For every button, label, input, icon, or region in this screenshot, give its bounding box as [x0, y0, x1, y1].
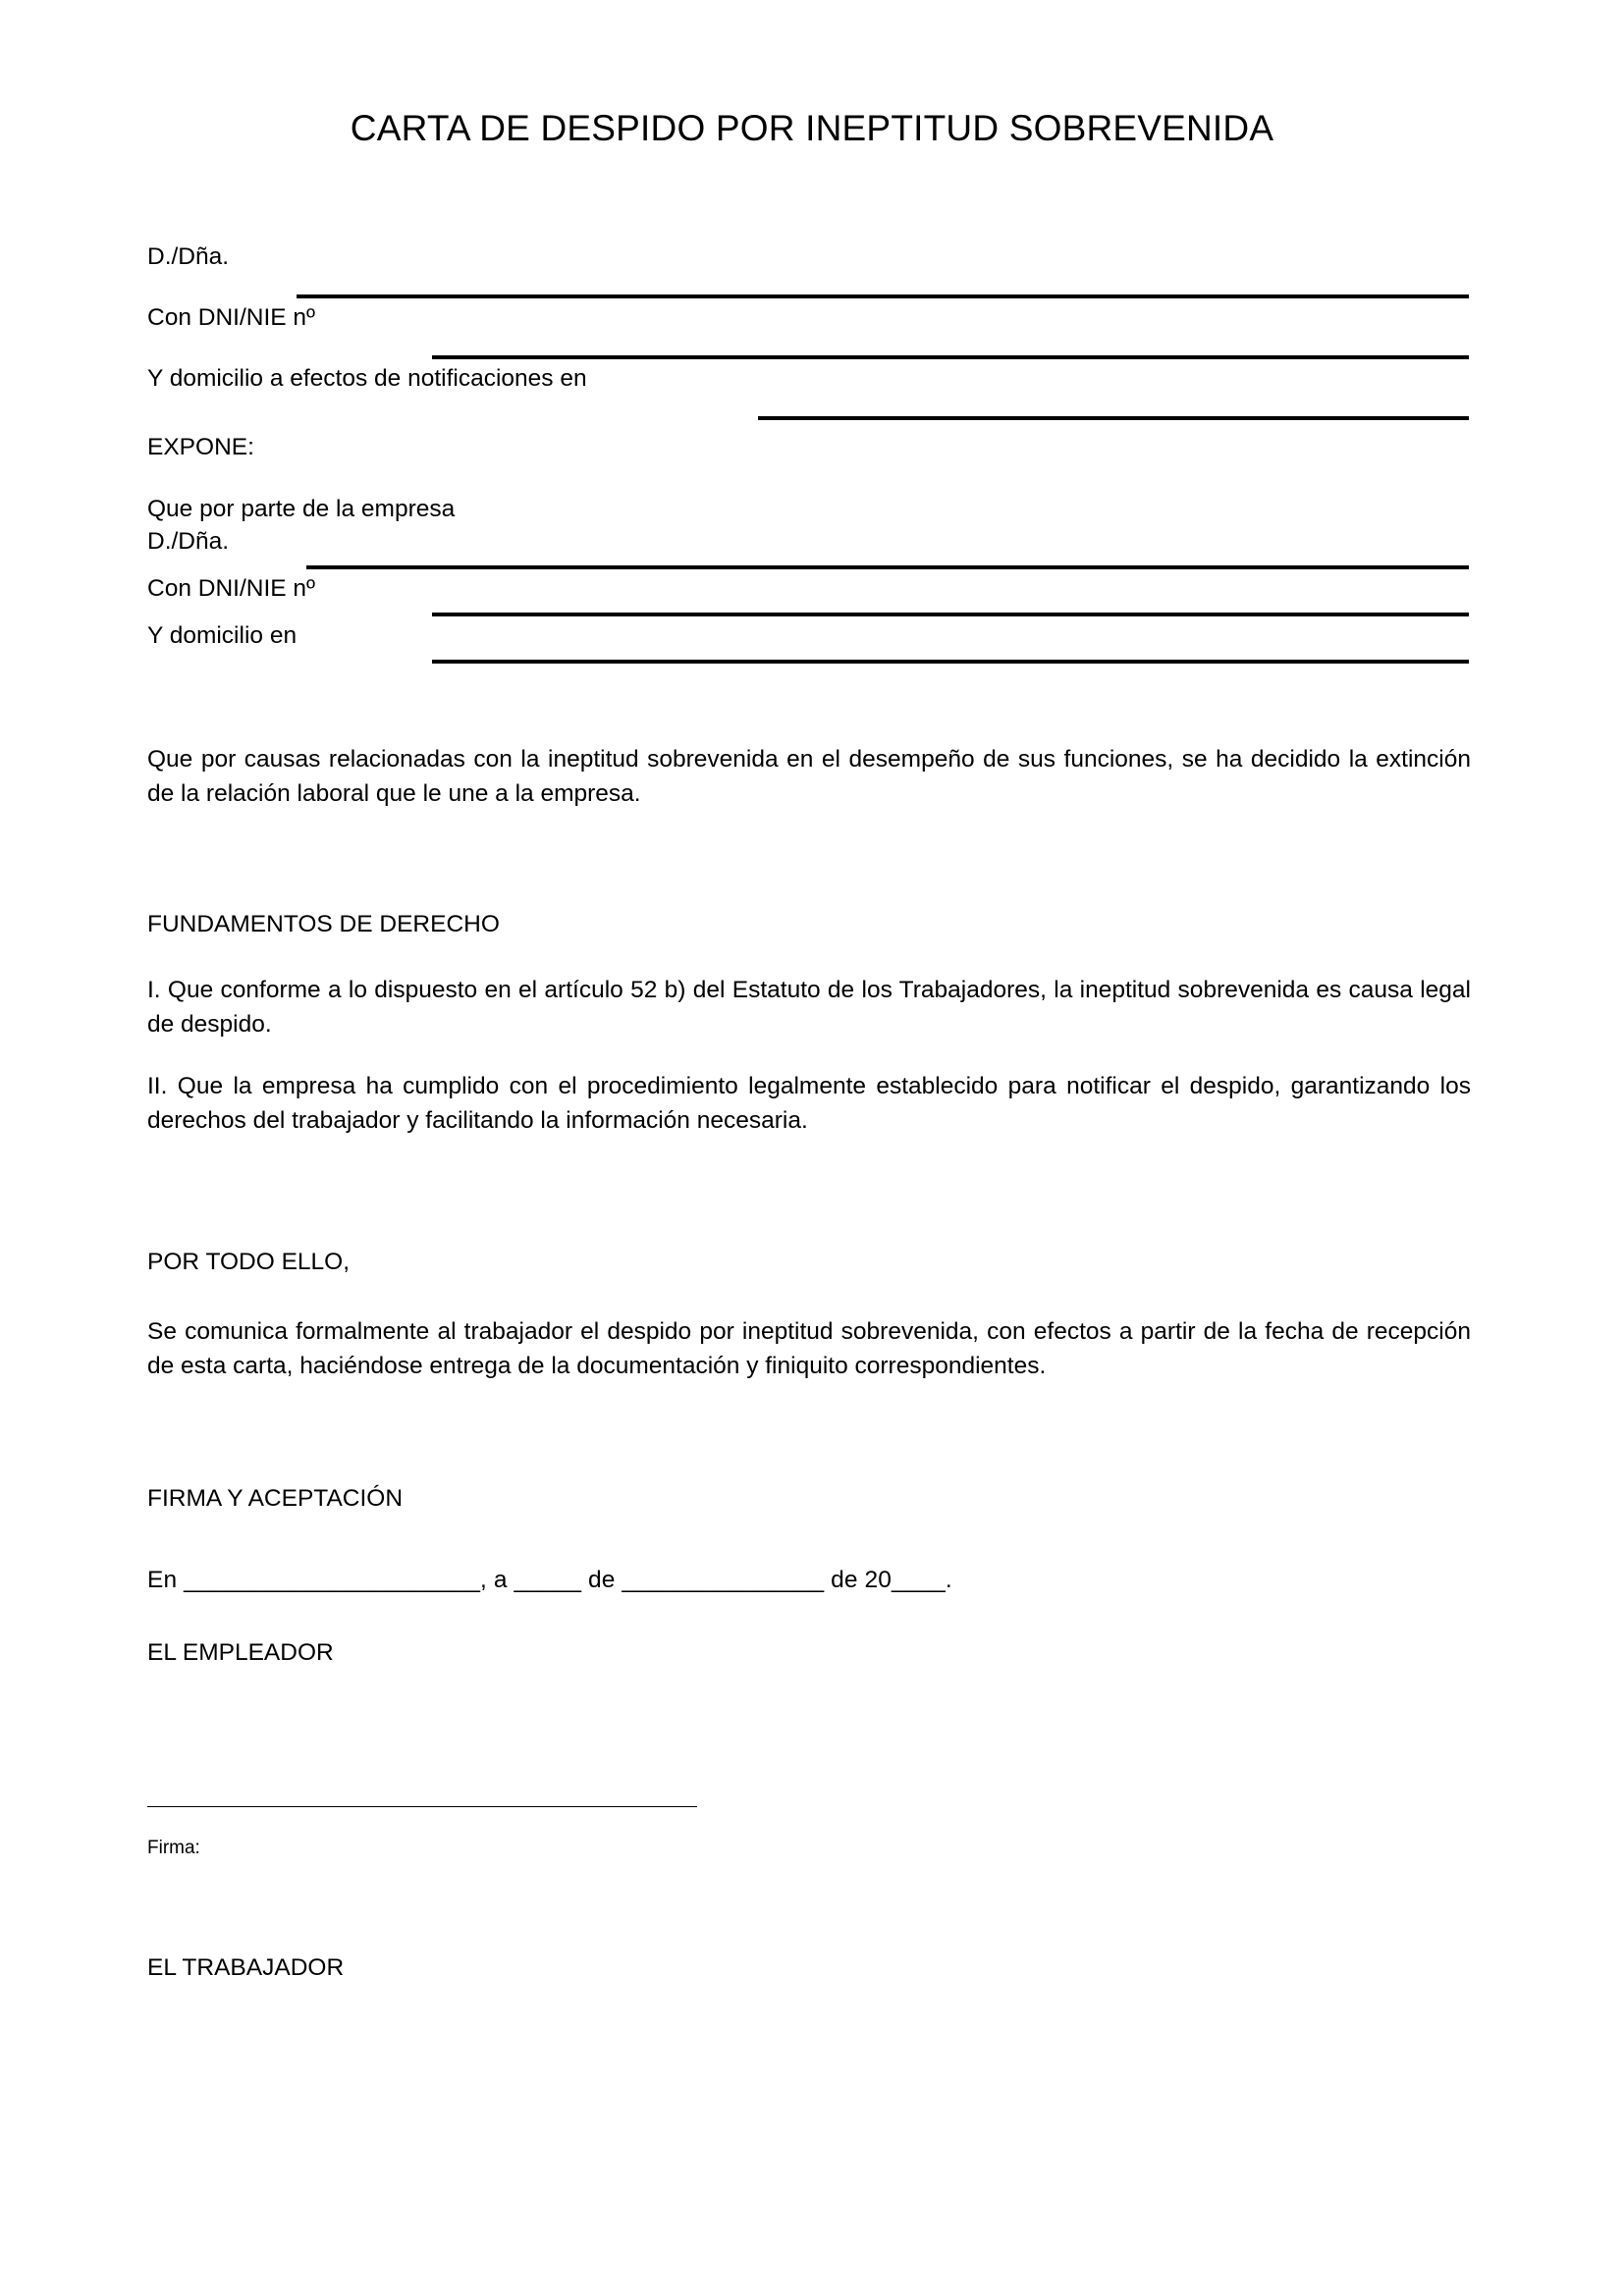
- company-id-fill-line[interactable]: [432, 613, 1469, 616]
- por-todo-ello-heading: POR TODO ELLO,: [147, 1249, 351, 1275]
- worker-id-row: [147, 304, 1473, 365]
- company-address-label: Y domicilio en: [147, 622, 298, 649]
- firma-label: Firma:: [147, 1838, 200, 1858]
- worker-address-fill-line[interactable]: [758, 416, 1469, 420]
- worker-address-row: [147, 365, 1473, 426]
- worker-id-fill-line[interactable]: [432, 355, 1469, 359]
- causa-paragraph: Que por causas relacionadas con la ineptitud sobrevenida en el desempeño de sus funciones, se ha decidido la extinción de la relación laboral que le une a la empresa.: [147, 746, 1471, 807]
- firma-aceptacion-heading: FIRMA Y ACEPTACIÓN: [147, 1485, 404, 1512]
- por-todo-ello-paragraph: Se comunica formalmente al trabajador el despido por ineptitud sobrevenida, con efectos a partir de la fecha de recepción de esta carta, haciéndose entrega de la documentación y finiquito correspondientes.: [147, 1318, 1471, 1379]
- worker-name-label: D./Dña.: [147, 243, 230, 270]
- employer-signature-area[interactable]: [147, 1806, 697, 1807]
- company-name-row: [147, 528, 1473, 575]
- company-party-block: [147, 528, 1473, 669]
- employer-label: EL EMPLEADOR: [147, 1639, 334, 1666]
- fundamento-point-i: I. Que conforme a lo dispuesto en el artículo 52 b) del Estatuto de los Trabajadores, la ineptitud sobrevenida es causa legal de despido.: [147, 977, 1471, 1038]
- fundamentos-heading: FUNDAMENTOS DE DERECHO: [147, 911, 500, 937]
- worker-party-block: [147, 243, 1473, 426]
- worker-label: EL TRABAJADOR: [147, 1954, 345, 1981]
- company-name-label: D./Dña.: [147, 528, 230, 555]
- company-id-row: [147, 575, 1473, 622]
- worker-name-fill-line[interactable]: [297, 294, 1469, 298]
- company-id-label: Con DNI/NIE nº: [147, 575, 315, 602]
- company-address-row: [147, 622, 1473, 669]
- fundamento-point-ii: II. Que la empresa ha cumplido con el procedimiento legalmente establecido para notificar el despido, garantizando los derechos del trabajador y facilitando la información necesaria.: [147, 1073, 1471, 1134]
- company-name-fill-line[interactable]: [306, 565, 1469, 569]
- worker-id-label: Con DNI/NIE nº: [147, 304, 315, 331]
- worker-name-row: [147, 243, 1473, 304]
- expone-heading: EXPONE:: [147, 434, 254, 460]
- expone-intro-text: Que por parte de la empresa: [147, 496, 456, 522]
- page-title: CARTA DE DESPIDO POR INEPTITUD SOBREVENIDA: [350, 108, 1274, 148]
- date-place-line[interactable]: En ______________________, a _____ de _______________ de 20____.: [147, 1567, 952, 1593]
- worker-address-label: Y domicilio a efectos de notificaciones en: [147, 365, 587, 392]
- employer-signature-line[interactable]: [147, 1806, 697, 1807]
- company-address-fill-line[interactable]: [432, 660, 1469, 664]
